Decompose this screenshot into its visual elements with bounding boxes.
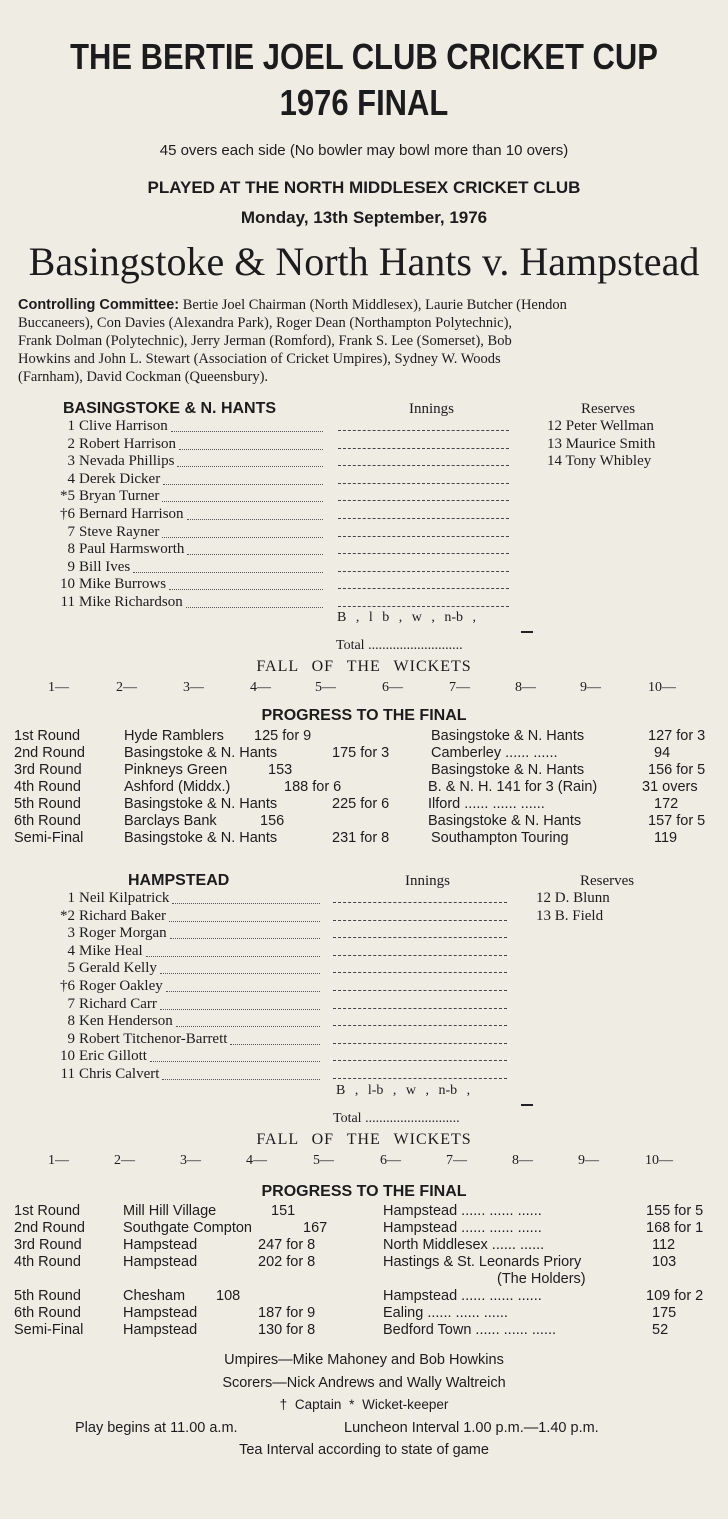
progress-team-b: Basingstoke & N. Hants xyxy=(431,728,585,744)
progress-score-a: 108 xyxy=(216,1288,241,1304)
batsman-row xyxy=(55,1048,515,1066)
progress-team-a: Chesham xyxy=(123,1288,186,1304)
batsman-name: Gerald Kelly xyxy=(79,960,157,977)
batsman-name: Clive Harrison xyxy=(79,418,168,434)
batsman-number: 3 xyxy=(67,453,75,470)
batsman-row xyxy=(55,488,515,506)
batsman-row xyxy=(55,908,515,926)
wicket-fall-slot: 10— xyxy=(645,1153,673,1168)
wicket-fall-slot: 7— xyxy=(446,1153,467,1168)
reserve-player: 12 Peter Wellman xyxy=(547,418,654,434)
batsman-name: Steve Rayner xyxy=(79,523,160,540)
progress-round: Semi-Final xyxy=(14,830,84,846)
progress-score-a: 167 xyxy=(303,1220,328,1236)
batsman-name: Bill Ives xyxy=(79,558,131,575)
innings-score-line xyxy=(333,1060,507,1061)
wicket-fall-slot: 7— xyxy=(449,680,470,695)
progress-team-b: Southampton Touring xyxy=(431,830,569,846)
batsman-name: Bryan Turner xyxy=(79,488,160,505)
name-leader-dots xyxy=(160,1009,320,1010)
batsman-number: 8 xyxy=(67,541,75,558)
progress-team-b: Hampstead ...... ...... ...... xyxy=(383,1203,542,1219)
name-leader-dots xyxy=(162,537,323,538)
batsman-name: Robert Titchenor-Barrett xyxy=(79,1030,228,1047)
progress-round: Semi-Final xyxy=(14,1322,84,1338)
batsman-row xyxy=(55,559,515,577)
progress-team-a: Ashford (Middx.) xyxy=(124,779,231,795)
progress-team-b: Hampstead ...... ...... ...... xyxy=(383,1288,542,1304)
batsman-name: Bernard Harrison xyxy=(79,505,184,522)
progress-score-b: 94 xyxy=(654,745,671,761)
innings-score-line xyxy=(338,553,509,554)
wicket-fall-slot: 8— xyxy=(515,680,536,695)
name-leader-dots xyxy=(230,1044,320,1045)
play-begins: Play begins at 11.00 a.m. xyxy=(75,1420,238,1436)
batsman-number: 1 xyxy=(67,418,75,434)
progress-team-a: Basingstoke & N. Hants xyxy=(124,830,278,846)
progress-team-b: B. & N. H. 141 for 3 (Rain) xyxy=(428,779,598,795)
batsman-number: †6 xyxy=(60,977,75,994)
name-leader-dots xyxy=(166,991,320,992)
progress-score-b: 119 xyxy=(654,830,678,846)
wicket-fall-slot: 9— xyxy=(580,680,601,695)
progress-score-a: 175 for 3 xyxy=(332,745,390,761)
batsman-number: 4 xyxy=(67,942,75,959)
team1-reserves-list xyxy=(547,418,655,471)
batsman-number: *2 xyxy=(60,907,75,924)
reserve-player: 12 D. Blunn xyxy=(536,890,610,906)
reserve-player: 13 Maurice Smith xyxy=(547,435,656,452)
batsman-row xyxy=(55,576,515,594)
progress-team-a: Barclays Bank xyxy=(124,813,217,829)
tea-interval: Tea Interval according to state of game xyxy=(239,1442,489,1458)
innings-score-line xyxy=(338,500,509,501)
innings-score-line xyxy=(338,448,509,449)
scorers: Scorers—Nick Andrews and Wally Waltreich xyxy=(222,1375,506,1391)
name-leader-dots xyxy=(172,903,320,904)
wicket-fall-slot: 1— xyxy=(48,1153,69,1168)
wicket-fall-slot: 3— xyxy=(180,1153,201,1168)
team1-reserves-label: Reserves xyxy=(581,401,636,417)
batsman-number: 1 xyxy=(67,890,75,906)
team1-total-label: Total xyxy=(336,638,365,653)
batsman-row xyxy=(55,471,515,489)
progress-team-a: Basingstoke & N. Hants xyxy=(124,796,278,812)
progress-team-b: Camberley ...... ...... xyxy=(431,745,558,761)
name-leader-dots xyxy=(169,589,323,590)
wicket-fall-slot: 6— xyxy=(382,680,403,695)
name-leader-dots xyxy=(170,938,320,939)
batsman-number: 11 xyxy=(60,1065,75,1082)
batsman-row xyxy=(55,524,515,542)
batsman-name: Mike Richardson xyxy=(79,593,183,610)
team1-progress-table xyxy=(0,728,728,847)
batsman-name: Robert Harrison xyxy=(79,435,177,452)
progress-row xyxy=(0,1322,728,1339)
batsman-name: Eric Gillott xyxy=(79,1048,147,1065)
wicket-fall-slot: 5— xyxy=(313,1153,334,1168)
name-leader-dots xyxy=(162,1079,320,1080)
batsman-row xyxy=(55,943,515,961)
overs-note: 45 overs each side (No bowler may bowl more than 10 overs) xyxy=(159,142,569,159)
batsman-row xyxy=(55,978,515,996)
batsman-row xyxy=(55,890,515,908)
name-leader-dots xyxy=(162,501,323,502)
innings-score-line xyxy=(333,972,507,973)
progress-score-a: 151 xyxy=(271,1203,296,1219)
progress-score-b: 112 xyxy=(652,1237,676,1253)
progress-team-a: Hyde Ramblers xyxy=(124,728,224,744)
progress-team-a: Hampstead xyxy=(123,1254,198,1270)
progress-score-a: 187 for 9 xyxy=(258,1305,316,1321)
progress-team-b: Basingstoke & N. Hants xyxy=(431,762,585,778)
team1-innings-label: Innings xyxy=(409,401,454,417)
progress-round: 5th Round xyxy=(14,1288,81,1304)
name-leader-dots xyxy=(179,449,323,450)
innings-score-line xyxy=(333,1043,507,1044)
batsman-number: 10 xyxy=(60,1048,75,1065)
innings-score-line xyxy=(338,606,509,607)
batsman-number: 11 xyxy=(60,593,75,610)
progress-round: 4th Round xyxy=(14,1254,81,1270)
committee-line: Frank Dolman (Polytechnic), Jerry Jerman (Romford), Frank S. Lee (Somerset), Bob xyxy=(18,333,512,349)
progress-team-b: Hastings & St. Leonards Priory xyxy=(383,1254,582,1270)
progress-row xyxy=(0,830,728,847)
innings-score-line xyxy=(333,1078,507,1079)
match-date: Monday, 13th September, 1976 xyxy=(240,208,488,227)
batsman-name: Richard Baker xyxy=(79,907,167,924)
batsman-name: Mike Burrows xyxy=(79,576,167,593)
progress-team-b: Hampstead ...... ...... ...... xyxy=(383,1220,542,1236)
batsman-number: 9 xyxy=(67,1030,75,1047)
batsman-row xyxy=(55,996,515,1014)
team2-wickets xyxy=(0,1153,728,1173)
team2-innings-label: Innings xyxy=(405,873,450,889)
progress-round: 3rd Round xyxy=(14,762,82,778)
batsman-name: Mike Heal xyxy=(79,942,143,959)
name-leader-dots xyxy=(150,1061,320,1062)
wicket-fall-slot: 1— xyxy=(48,680,69,695)
innings-score-line xyxy=(333,1025,507,1026)
batsman-row xyxy=(55,1066,515,1084)
batsman-number: 7 xyxy=(67,995,75,1012)
progress-row xyxy=(0,813,728,830)
name-leader-dots xyxy=(187,554,323,555)
batsman-number: 8 xyxy=(67,1013,75,1030)
team2-name: HAMPSTEAD xyxy=(128,872,230,889)
progress-team-b: Ilford ...... ...... ...... xyxy=(428,796,545,812)
committee-label: Controlling Committee: xyxy=(18,297,180,313)
innings-score-line xyxy=(333,990,507,991)
wicket-fall-slot: 8— xyxy=(512,1153,533,1168)
name-leader-dots xyxy=(186,607,323,608)
progress-round: 2nd Round xyxy=(14,1220,85,1236)
progress-score-a: 130 for 8 xyxy=(258,1322,316,1338)
wicket-fall-slot: 4— xyxy=(246,1153,267,1168)
reserve-player: 13 B. Field xyxy=(536,907,604,924)
batsman-number: 4 xyxy=(67,470,75,487)
progress-score-b: 31 overs xyxy=(642,779,698,795)
progress-score-b: 103 xyxy=(652,1254,677,1270)
name-leader-dots xyxy=(146,956,320,957)
team1-progress-title: PROGRESS TO THE FINAL xyxy=(261,707,467,724)
innings-score-line xyxy=(338,588,509,589)
progress-row xyxy=(0,745,728,762)
batsman-number: *5 xyxy=(60,488,75,505)
batsman-name: Paul Harmsworth xyxy=(79,541,185,558)
progress-team-a: Pinkneys Green xyxy=(124,762,228,778)
progress-score-b: 175 xyxy=(652,1305,677,1321)
progress-score-a: 156 xyxy=(260,813,285,829)
team2-progress-table xyxy=(0,1203,728,1339)
progress-team-b: (The Holders) xyxy=(497,1271,586,1287)
name-leader-dots xyxy=(133,572,323,573)
innings-score-line xyxy=(338,571,509,572)
progress-score-b: 127 for 3 xyxy=(648,728,706,744)
batsman-number: 2 xyxy=(67,435,75,452)
progress-team-b: North Middlesex ...... ...... xyxy=(383,1237,545,1253)
reserve-player: 14 Tony Whibley xyxy=(547,453,652,470)
name-leader-dots xyxy=(169,921,320,922)
innings-score-line xyxy=(333,955,507,956)
symbols-legend: † Captain * Wicket-keeper xyxy=(279,1397,449,1412)
name-leader-dots xyxy=(171,431,323,432)
batsman-row xyxy=(55,1013,515,1031)
match-title: Basingstoke & North Hants v. Hampstead xyxy=(28,239,700,284)
batsman-number: 3 xyxy=(67,925,75,942)
name-leader-dots xyxy=(177,466,323,467)
batsman-name: Richard Carr xyxy=(79,995,157,1012)
wicket-fall-slot: 2— xyxy=(116,680,137,695)
progress-round: 3rd Round xyxy=(14,1237,82,1253)
progress-round: 4th Round xyxy=(14,779,81,795)
title-line-1: THE BERTIE JOEL CLUB CRICKET CUP xyxy=(70,36,658,77)
batsman-row xyxy=(55,541,515,559)
innings-score-line xyxy=(338,430,509,431)
progress-team-b: Basingstoke & N. Hants xyxy=(428,813,582,829)
batsman-number: 10 xyxy=(60,576,75,593)
progress-row xyxy=(0,728,728,745)
innings-score-line xyxy=(338,536,509,537)
team1-fall-title: FALL OF THE WICKETS xyxy=(256,658,472,675)
progress-row xyxy=(0,1288,728,1305)
team1-batting-list xyxy=(55,418,515,612)
wicket-fall-slot: 3— xyxy=(183,680,204,695)
progress-round: 6th Round xyxy=(14,1305,81,1321)
progress-team-a: Mill Hill Village xyxy=(123,1203,217,1219)
team2-reserves-list xyxy=(536,890,610,925)
batsman-row xyxy=(55,925,515,943)
title-line-2: 1976 FINAL xyxy=(279,82,449,123)
batsman-number: †6 xyxy=(60,505,75,522)
progress-score-b: 156 for 5 xyxy=(648,762,706,778)
batsman-row xyxy=(55,594,515,612)
luncheon-interval: Luncheon Interval 1.00 p.m.—1.40 p.m. xyxy=(344,1420,599,1436)
progress-row xyxy=(0,1271,728,1288)
progress-row xyxy=(0,796,728,813)
wicket-fall-slot: 2— xyxy=(114,1153,135,1168)
progress-row xyxy=(0,762,728,779)
progress-score-a: 202 for 8 xyxy=(258,1254,316,1270)
progress-row xyxy=(0,779,728,796)
umpires: Umpires—Mike Mahoney and Bob Howkins xyxy=(224,1352,504,1368)
team2-reserves-label: Reserves xyxy=(580,873,635,889)
team1-total-rule xyxy=(521,631,533,633)
wicket-fall-slot: 5— xyxy=(315,680,336,695)
team2-progress-title: PROGRESS TO THE FINAL xyxy=(261,1183,467,1200)
progress-row xyxy=(0,1220,728,1237)
progress-score-b: 52 xyxy=(652,1322,669,1338)
progress-team-a: Hampstead xyxy=(123,1237,198,1253)
progress-score-b: 168 for 1 xyxy=(646,1220,704,1236)
progress-row xyxy=(0,1305,728,1322)
innings-score-line xyxy=(333,920,507,921)
innings-score-line xyxy=(333,902,507,903)
committee xyxy=(18,296,718,386)
team1-total: Total ........................... xyxy=(336,638,463,653)
progress-row xyxy=(0,1237,728,1254)
committee-line: Bertie Joel Chairman (North Middlesex), Laurie Butcher (Hendon xyxy=(182,297,567,313)
progress-team-a: Southgate Compton xyxy=(123,1220,252,1236)
progress-row xyxy=(0,1203,728,1220)
progress-team-a: Basingstoke & N. Hants xyxy=(124,745,278,761)
team2-fall-title: FALL OF THE WICKETS xyxy=(256,1131,472,1148)
progress-score-a: 188 for 6 xyxy=(284,779,342,795)
name-leader-dots xyxy=(187,519,323,520)
progress-score-b: 172 xyxy=(654,796,679,812)
committee-line: (Farnham), David Cockman (Queensbury). xyxy=(18,369,269,385)
progress-row xyxy=(0,1254,728,1271)
progress-score-b: 157 for 5 xyxy=(648,813,706,829)
batsman-row xyxy=(55,453,515,471)
innings-score-line xyxy=(333,937,507,938)
team2-batting-list xyxy=(55,890,515,1084)
committee-line: Buccaneers), Con Davies (Alexandra Park), Roger Dean (Northampton Polytechnic), xyxy=(18,315,513,331)
batsman-number: 5 xyxy=(67,960,75,977)
progress-round: 6th Round xyxy=(14,813,81,829)
team1-name: BASINGSTOKE & N. HANTS xyxy=(63,400,277,417)
batsman-name: Roger Oakley xyxy=(79,977,163,994)
innings-score-line xyxy=(338,518,509,519)
wicket-fall-slot: 9— xyxy=(578,1153,599,1168)
progress-team-a: Hampstead xyxy=(123,1305,198,1321)
progress-round: 1st Round xyxy=(14,1203,81,1219)
batsman-row xyxy=(55,436,515,454)
innings-score-line xyxy=(333,1008,507,1009)
name-leader-dots xyxy=(176,1026,320,1027)
batsman-name: Chris Calvert xyxy=(79,1065,160,1082)
batsman-row xyxy=(55,1031,515,1049)
progress-round: 1st Round xyxy=(14,728,81,744)
batsman-name: Nevada Phillips xyxy=(79,453,175,470)
progress-score-a: 231 for 8 xyxy=(332,830,390,846)
team2-total: Total ........................... xyxy=(333,1111,460,1126)
progress-score-a: 225 for 6 xyxy=(332,796,390,812)
batsman-row xyxy=(55,960,515,978)
progress-score-b: 109 for 2 xyxy=(646,1288,704,1304)
committee-line: Howkins and John L. Stewart (Association of Cricket Umpires), Sydney W. Woods xyxy=(18,351,501,367)
wicket-fall-slot: 4— xyxy=(250,680,271,695)
wicket-fall-slot: 6— xyxy=(380,1153,401,1168)
innings-score-line xyxy=(338,465,509,466)
progress-score-a: 153 xyxy=(268,762,293,778)
progress-score-a: 125 for 9 xyxy=(254,728,312,744)
progress-round: 5th Round xyxy=(14,796,81,812)
progress-team-b: Bedford Town ...... ...... ...... xyxy=(383,1322,557,1338)
batsman-row xyxy=(55,418,515,436)
team2-total-rule xyxy=(521,1104,533,1106)
progress-team-b: Ealing ...... ...... ...... xyxy=(383,1305,508,1321)
progress-score-a: 247 for 8 xyxy=(258,1237,316,1253)
team1-wickets xyxy=(0,680,728,700)
batsman-name: Derek Dicker xyxy=(79,470,161,487)
team1-extras: B , l b , w , n-b , xyxy=(337,610,476,625)
name-leader-dots xyxy=(160,973,320,974)
batsman-number: 9 xyxy=(67,558,75,575)
innings-score-line xyxy=(338,483,509,484)
batsman-name: Roger Morgan xyxy=(79,925,167,942)
progress-team-a: Hampstead xyxy=(123,1322,198,1338)
wicket-fall-slot: 10— xyxy=(648,680,676,695)
name-leader-dots xyxy=(163,484,323,485)
batsman-row xyxy=(55,506,515,524)
team2-total-label: Total xyxy=(333,1111,362,1126)
batsman-name: Ken Henderson xyxy=(79,1013,173,1030)
batsman-name: Neil Kilpatrick xyxy=(79,890,170,906)
venue: PLAYED AT THE NORTH MIDDLESEX CRICKET CLUB xyxy=(147,178,581,197)
batsman-number: 7 xyxy=(67,523,75,540)
team2-extras: B , l-b , w , n-b , xyxy=(336,1083,471,1098)
progress-score-b: 155 for 5 xyxy=(646,1203,704,1219)
progress-round: 2nd Round xyxy=(14,745,85,761)
